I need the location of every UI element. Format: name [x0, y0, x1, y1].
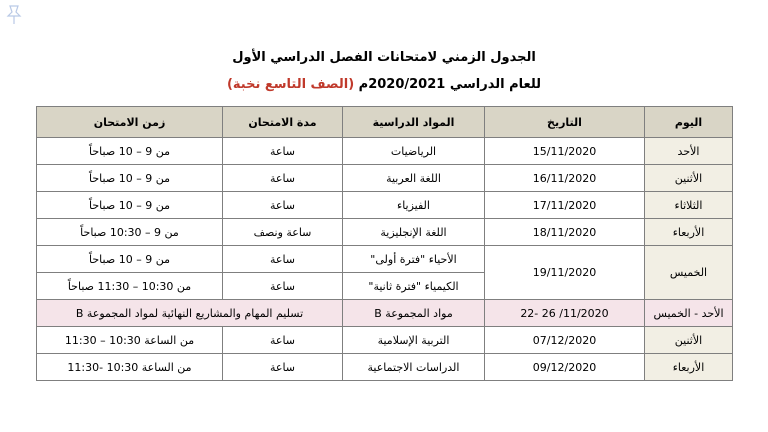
subject-cell: الكيمياء "فترة ثانية" — [343, 273, 485, 300]
duration-cell: ساعة — [223, 327, 343, 354]
header-duration: مدة الامتحان — [223, 107, 343, 138]
header-subject: المواد الدراسية — [343, 107, 485, 138]
subject-cell: الدراسات الاجتماعية — [343, 354, 485, 381]
table-row — [37, 165, 733, 192]
academic-year — [0, 75, 768, 95]
date-cell: 15/11/2020 — [485, 138, 645, 165]
date-cell: 17/11/2020 — [485, 192, 645, 219]
date-cell: 07/12/2020 — [485, 327, 645, 354]
date-cell: 16/11/2020 — [485, 165, 645, 192]
subject-cell: التربية الإسلامية — [343, 327, 485, 354]
time-cell: من 9 – 10 صباحاً — [37, 165, 223, 192]
subject-cell: مواد المجموعة B — [343, 300, 485, 327]
day-cell: الأثنين — [645, 327, 733, 354]
table-header-row — [37, 107, 733, 138]
date-cell: 09/12/2020 — [485, 354, 645, 381]
time-cell: من الساعة 10:30 -11:30 — [37, 354, 223, 381]
day-cell: الخميس — [645, 246, 733, 300]
time-cell: من 9 – 10 صباحاً — [37, 138, 223, 165]
duration-cell: ساعة — [223, 273, 343, 300]
grade-label: (الصف التاسع نخبة) — [226, 77, 355, 92]
date-cell: 19/11/2020 — [485, 246, 645, 300]
duration-cell: ساعة ونصف — [223, 219, 343, 246]
header-date: التاريخ — [485, 107, 645, 138]
day-cell: الأربعاء — [645, 219, 733, 246]
day-cell: الأثنين — [645, 165, 733, 192]
academic-year-text: للعام الدراسي 2020/2021م — [358, 77, 542, 92]
table-row — [37, 246, 733, 273]
day-cell: الثلاثاء — [645, 192, 733, 219]
page-title: الجدول الزمني لامتحانات الفصل الدراسي الأول — [232, 50, 536, 65]
time-cell: من 9 – 10 صباحاً — [37, 246, 223, 273]
table-row — [37, 192, 733, 219]
exam-schedule-table — [36, 106, 733, 381]
header-day: اليوم — [645, 107, 733, 138]
title-block — [0, 48, 768, 95]
header-time: زمن الامتحان — [37, 107, 223, 138]
duration-cell: ساعة — [223, 246, 343, 273]
pin-icon — [4, 4, 24, 28]
table-row — [37, 219, 733, 246]
subject-cell: اللغة العربية — [343, 165, 485, 192]
subject-cell: الأحياء "فترة أولى" — [343, 246, 485, 273]
table-row-group-b — [37, 300, 733, 327]
duration-cell: ساعة — [223, 138, 343, 165]
time-cell: من الساعة 10:30 – 11:30 — [37, 327, 223, 354]
date-cell: 18/11/2020 — [485, 219, 645, 246]
subject-cell: الرياضيات — [343, 138, 485, 165]
day-cell: الأربعاء — [645, 354, 733, 381]
time-cell: من 9 – 10:30 صباحاً — [37, 219, 223, 246]
table-row — [37, 327, 733, 354]
time-cell: من 10:30 – 11:30 صباحاً — [37, 273, 223, 300]
day-cell: الأحد — [645, 138, 733, 165]
duration-cell: ساعة — [223, 192, 343, 219]
table-row — [37, 138, 733, 165]
date-cell: 22- 26 /11/2020 — [485, 300, 645, 327]
subject-cell: الفيزياء — [343, 192, 485, 219]
duration-cell: ساعة — [223, 165, 343, 192]
table-row — [37, 354, 733, 381]
note-cell: تسليم المهام والمشاريع النهائية لمواد المجموعة B — [37, 300, 343, 327]
duration-cell: ساعة — [223, 354, 343, 381]
subject-cell: اللغة الإنجليزية — [343, 219, 485, 246]
day-cell: الأحد - الخميس — [645, 300, 733, 327]
time-cell: من 9 – 10 صباحاً — [37, 192, 223, 219]
